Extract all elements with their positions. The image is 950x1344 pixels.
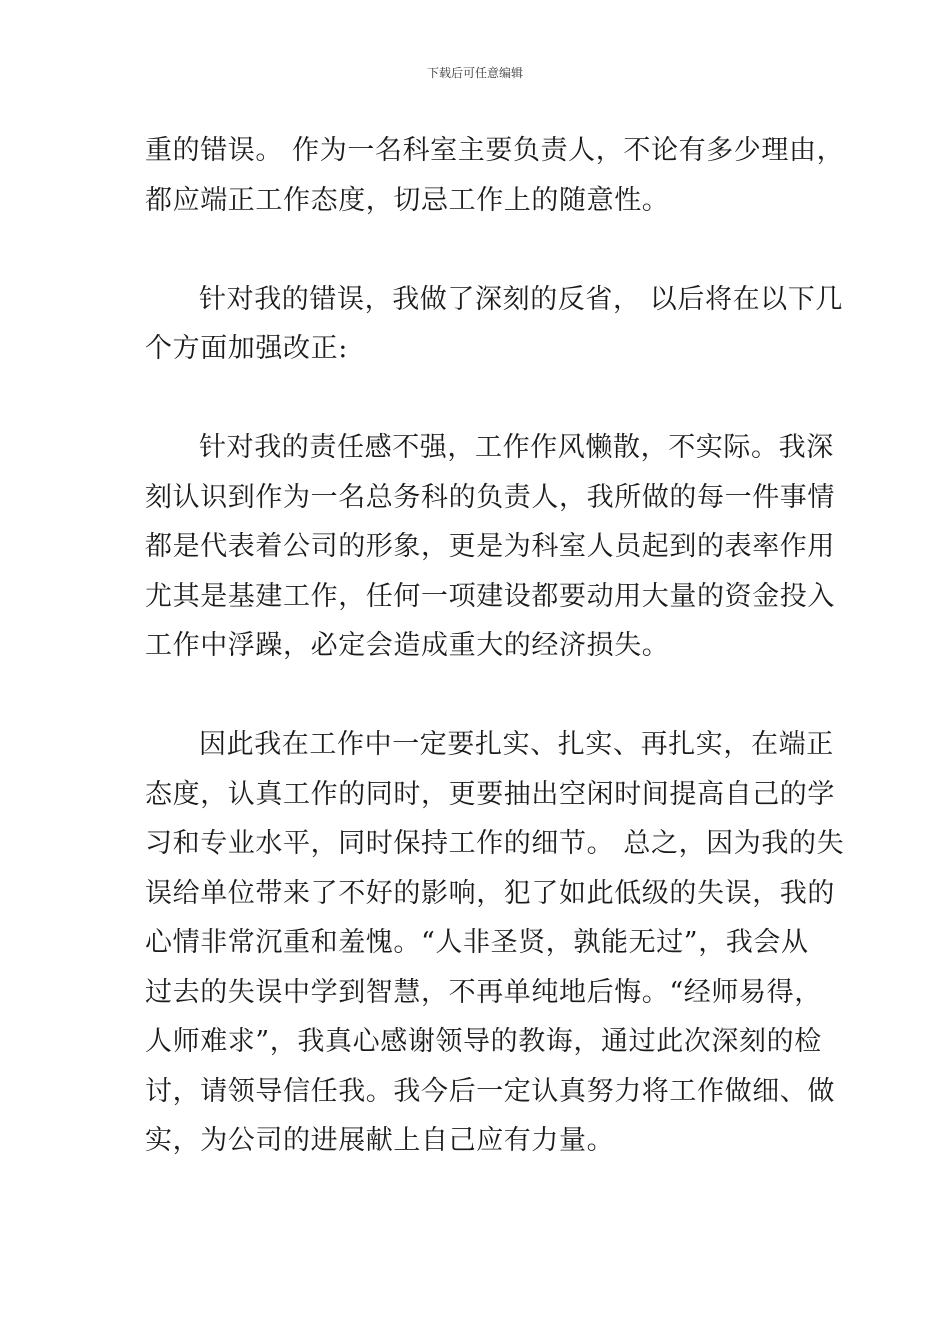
text-line: 实，为公司的进展献上自己应有力量。 xyxy=(145,1125,615,1156)
text-line: 个方面加强改正: xyxy=(145,333,348,364)
text-line: 都应端正工作态度，切忌工作上的随意性。 xyxy=(145,184,670,216)
text-line: 因此我在工作中一定要扎实、扎实、再扎实，在端正 xyxy=(199,729,834,760)
paragraph-1 xyxy=(145,126,845,225)
text-line: 工作中浮躁，必定会造成重大的经济损失。 xyxy=(145,630,670,661)
paragraph-gap xyxy=(145,671,809,721)
paragraph-3 xyxy=(145,423,835,671)
text-line: 讨，请领导信任我。我今后一定认真努力将工作做细、做 xyxy=(145,1075,835,1107)
paragraph-2 xyxy=(145,275,843,374)
paragraph-gap xyxy=(145,225,809,275)
text-line: 习和专业水平，同时保持工作的细节。 总之，因为我的失 xyxy=(145,828,845,859)
paragraph-gap xyxy=(145,374,809,424)
text-line: 都是代表着公司的形象，更是为科室人员起到的表率作用 xyxy=(145,531,835,562)
text-line: 人师难求”，我真心感谢领导的教诲，通过此次深刻的检 xyxy=(145,1026,822,1057)
text-line: 刻认识到作为一名总务科的负责人，我所做的每一件事情 xyxy=(145,481,835,513)
text-line: 针对我的错误，我做了深刻的反省， 以后将在以下几 xyxy=(199,283,843,315)
text-line: 过去的失误中学到智慧，不再单纯地后悔。“经师易得， xyxy=(145,976,822,1008)
text-line: 针对我的责任感不强，工作作风懒散，不实际。我深 xyxy=(199,432,834,463)
text-line: 尤其是基建工作，任何一项建设都要动用大量的资金投入 xyxy=(145,580,835,612)
paragraph-4 xyxy=(145,720,845,1166)
text-line: 误给单位带来了不好的影响，犯了如此低级的失误，我的 xyxy=(145,877,835,909)
document-body xyxy=(145,126,845,1166)
page-header-note: 下载后可任意编辑 xyxy=(426,66,523,80)
text-line: 心情非常沉重和羞愧。“人非圣贤，孰能无过”，我会从 xyxy=(145,927,809,958)
text-line: 态度，认真工作的同时，更要抽出空闲时间提高自己的学 xyxy=(145,778,835,810)
text-line: 重的错误。 作为一名科室主要负责人，不论有多少理由， xyxy=(145,135,845,166)
